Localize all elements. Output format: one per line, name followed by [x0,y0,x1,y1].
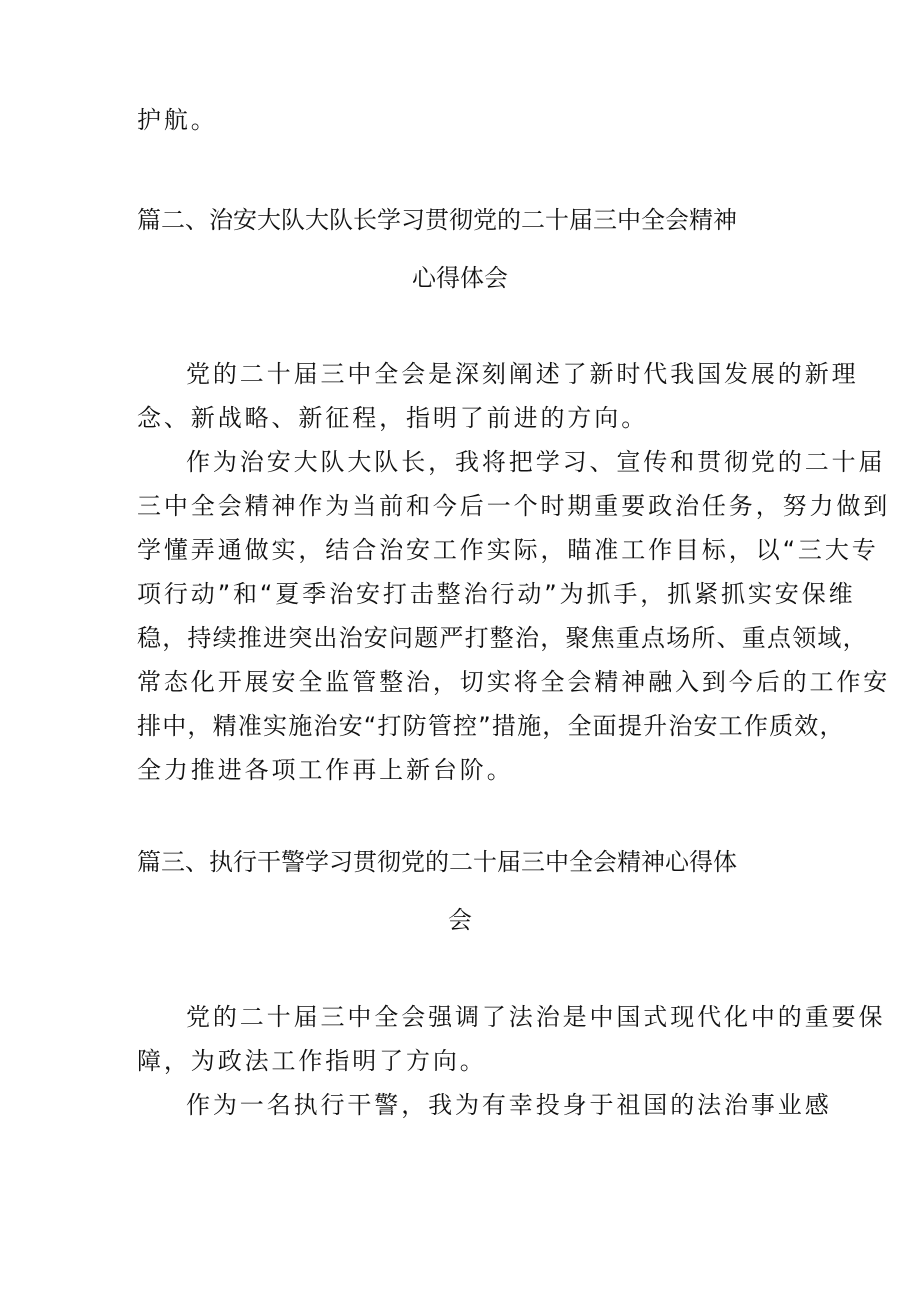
section2-para2-line3: 学懂弄通做实，结合治安工作实际，瞄准工作目标，以“三大专 [137,536,879,564]
section2-title-line2: 心得体会 [412,264,508,292]
section2-title-line1: 篇二、治安大队大队长学习贯彻党的二十届三中全会精神 [137,206,737,234]
section2-para2-line4: 项行动”和“夏季治安打击整治行动”为抓手，抓紧抓实安保维 [137,580,856,608]
carryover-text: 护航。 [137,106,218,134]
section2-para2-line7: 排中，精准实施治安“打防管控”措施，全面提升治安工作质效， [137,712,845,740]
section2-para2-line1: 作为治安大队大队长，我将把学习、宣传和贯彻党的二十届 [186,448,886,476]
section2-para2-line5: 稳，持续推进突出治安问题严打整治，聚焦重点场所、重点领域， [137,624,868,652]
section3-title-line1: 篇三、执行干警学习贯彻党的二十届三中全会精神心得体 [137,848,737,876]
section3-title-line2: 会 [448,906,472,934]
section2-para2-line8: 全力推进各项工作再上新台阶。 [137,756,514,784]
section2-para2-line2: 三中全会精神作为当前和今后一个时期重要政治任务，努力做到 [137,492,891,520]
section2-para1-line2: 念、新战略、新征程，指明了前进的方向。 [137,404,649,432]
section3-para1-line2: 障，为政法工作指明了方向。 [137,1047,487,1075]
section2-para1-line1: 党的二十届三中全会是深刻阐述了新时代我国发展的新理 [186,360,859,388]
section3-para1-line1: 党的二十届三中全会强调了法治是中国式现代化中的重要保 [186,1003,886,1031]
section3-para2-line1: 作为一名执行干警，我为有幸投身于祖国的法治事业感 [186,1091,832,1119]
section2-para2-line6: 常态化开展安全监管整治，切实将全会精神融入到今后的工作安 [137,668,891,696]
